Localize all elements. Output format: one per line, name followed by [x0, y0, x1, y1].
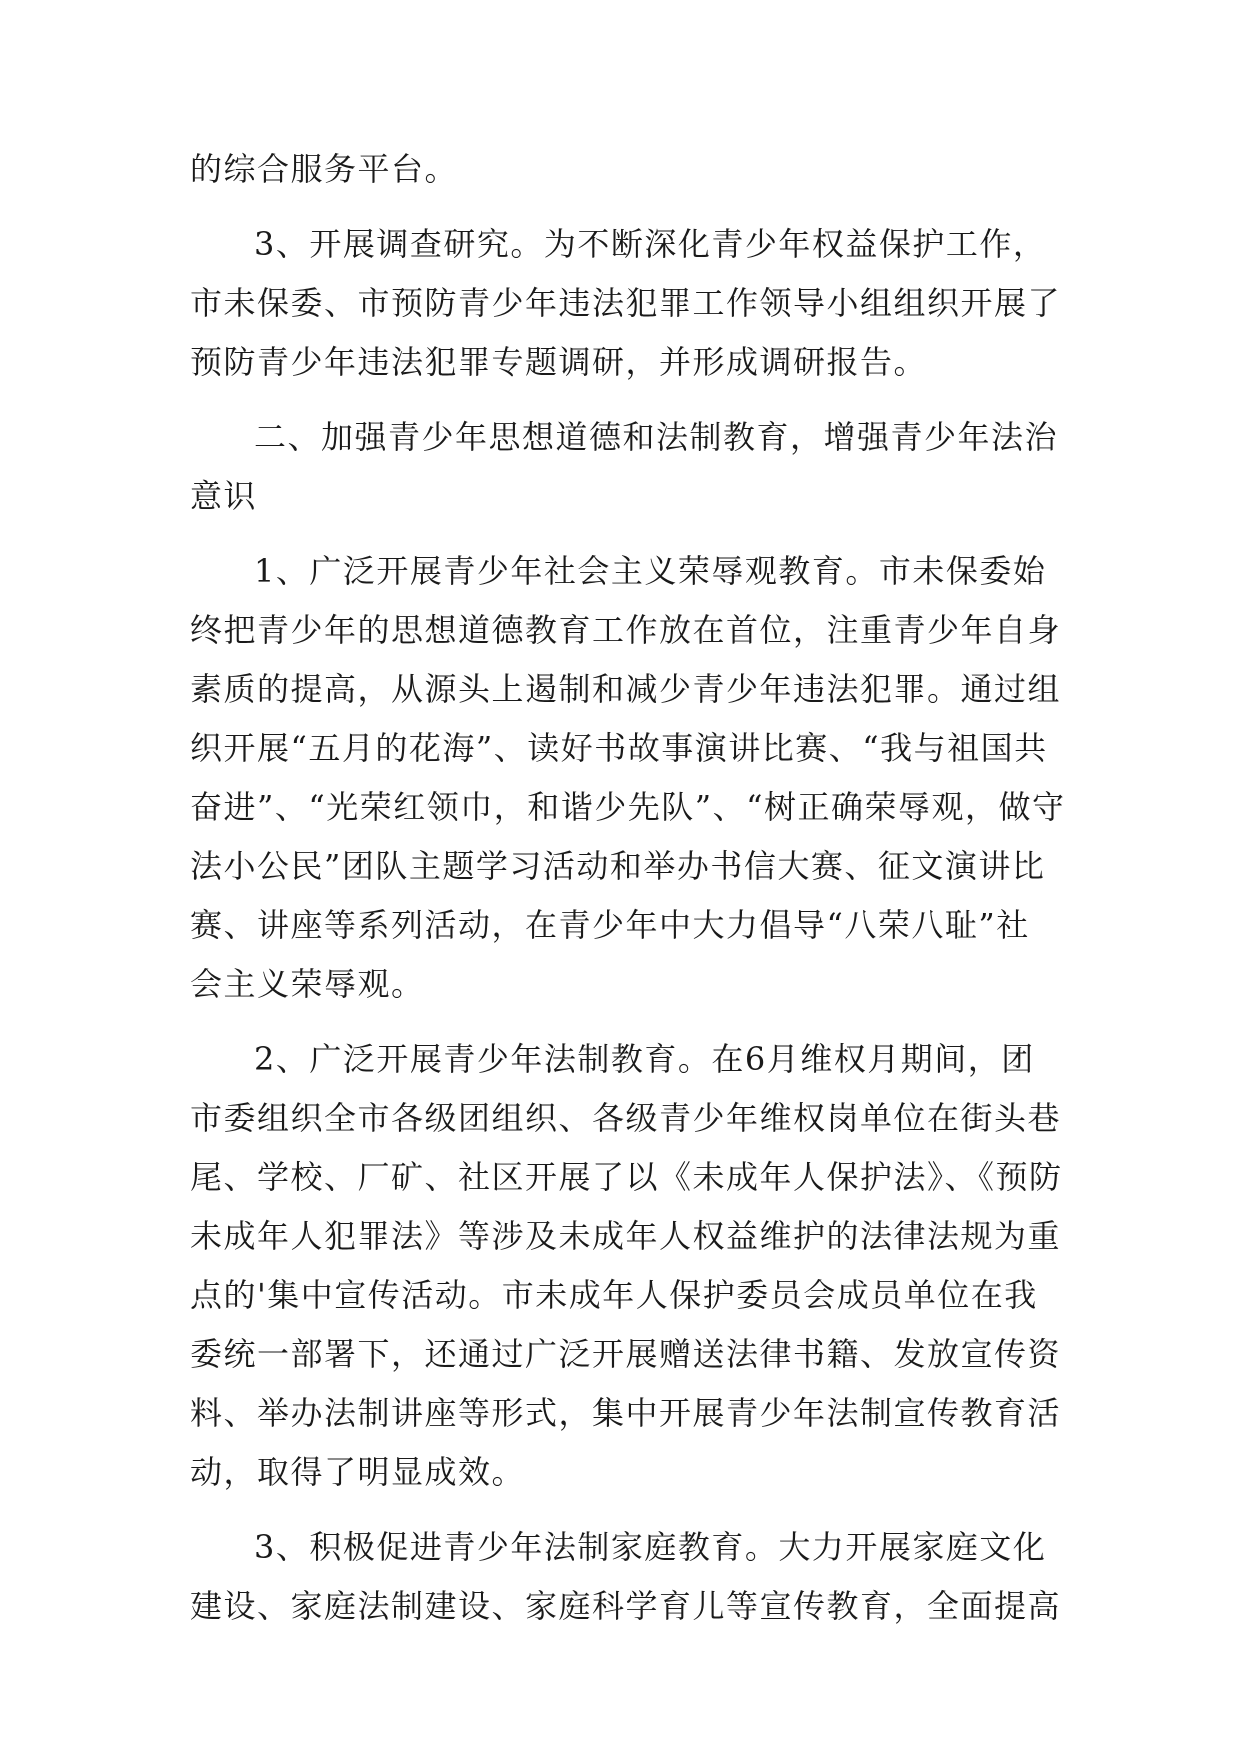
- text-line: 法小公民”团队主题学习活动和举办书信大赛、征文演讲比: [190, 847, 1046, 885]
- text-line: 市未保委、市预防青少年违法犯罪工作领导小组组织开展了: [190, 284, 1062, 322]
- text-line: 赛、讲座等系列活动，在青少年中大力倡导“八荣八耻”社: [190, 906, 1030, 944]
- text-line: 2、广泛开展青少年法制教育。在6月维权月期间，团: [254, 1040, 1035, 1078]
- section-heading: 意识: [190, 477, 258, 515]
- document-page: [190, 140, 1066, 1636]
- section-heading: 二、加强青少年思想道德和法制教育，增强青少年法治: [254, 418, 1059, 456]
- text-line: 终把青少年的思想道德教育工作放在首位，注重青少年自身: [190, 611, 1062, 649]
- text-line: 素质的提高，从源头上遏制和减少青少年违法犯罪。通过组: [190, 670, 1062, 708]
- text-line: 3、积极促进青少年法制家庭教育。大力开展家庭文化: [254, 1528, 1047, 1566]
- text-line: 会主义荣辱观。: [190, 965, 425, 1003]
- text-line: 1、广泛开展青少年社会主义荣辱观教育。市未保委始: [254, 552, 1047, 590]
- text-line: 的综合服务平台。: [190, 150, 459, 188]
- text-line: 预防青少年违法犯罪专题调研，并形成调研报告。: [190, 343, 928, 381]
- text-line: 委统一部署下，还通过广泛开展赠送法律书籍、发放宣传资: [190, 1335, 1062, 1373]
- text-line: 织开展“五月的花海”、读好书故事演讲比赛、“我与祖国共: [190, 729, 1048, 767]
- text-line: 料、举办法制讲座等形式，集中开展青少年法制宣传教育活: [190, 1394, 1062, 1432]
- text-line: 3、开展调查研究。为不断深化青少年权益保护工作，: [254, 225, 1047, 263]
- text-line: 建设、家庭法制建设、家庭科学育儿等宣传教育，全面提高: [190, 1587, 1062, 1625]
- text-line: 点的'集中宣传活动。市未成年人保护委员会成员单位在我: [190, 1276, 1038, 1314]
- text-line: 未成年人犯罪法》等涉及未成年人权益维护的法律法规为重: [190, 1217, 1062, 1255]
- text-line: 奋进”、“光荣红领巾，和谐少先队”、“树正确荣辱观，做守: [190, 788, 1066, 826]
- text-line: 尾、学校、厂矿、社区开展了以《未成年人保护法》、《预防: [190, 1158, 1063, 1196]
- text-line: 市委组织全市各级团组织、各级青少年维权岗单位在街头巷: [190, 1099, 1062, 1137]
- text-line: 动，取得了明显成效。: [190, 1453, 526, 1491]
